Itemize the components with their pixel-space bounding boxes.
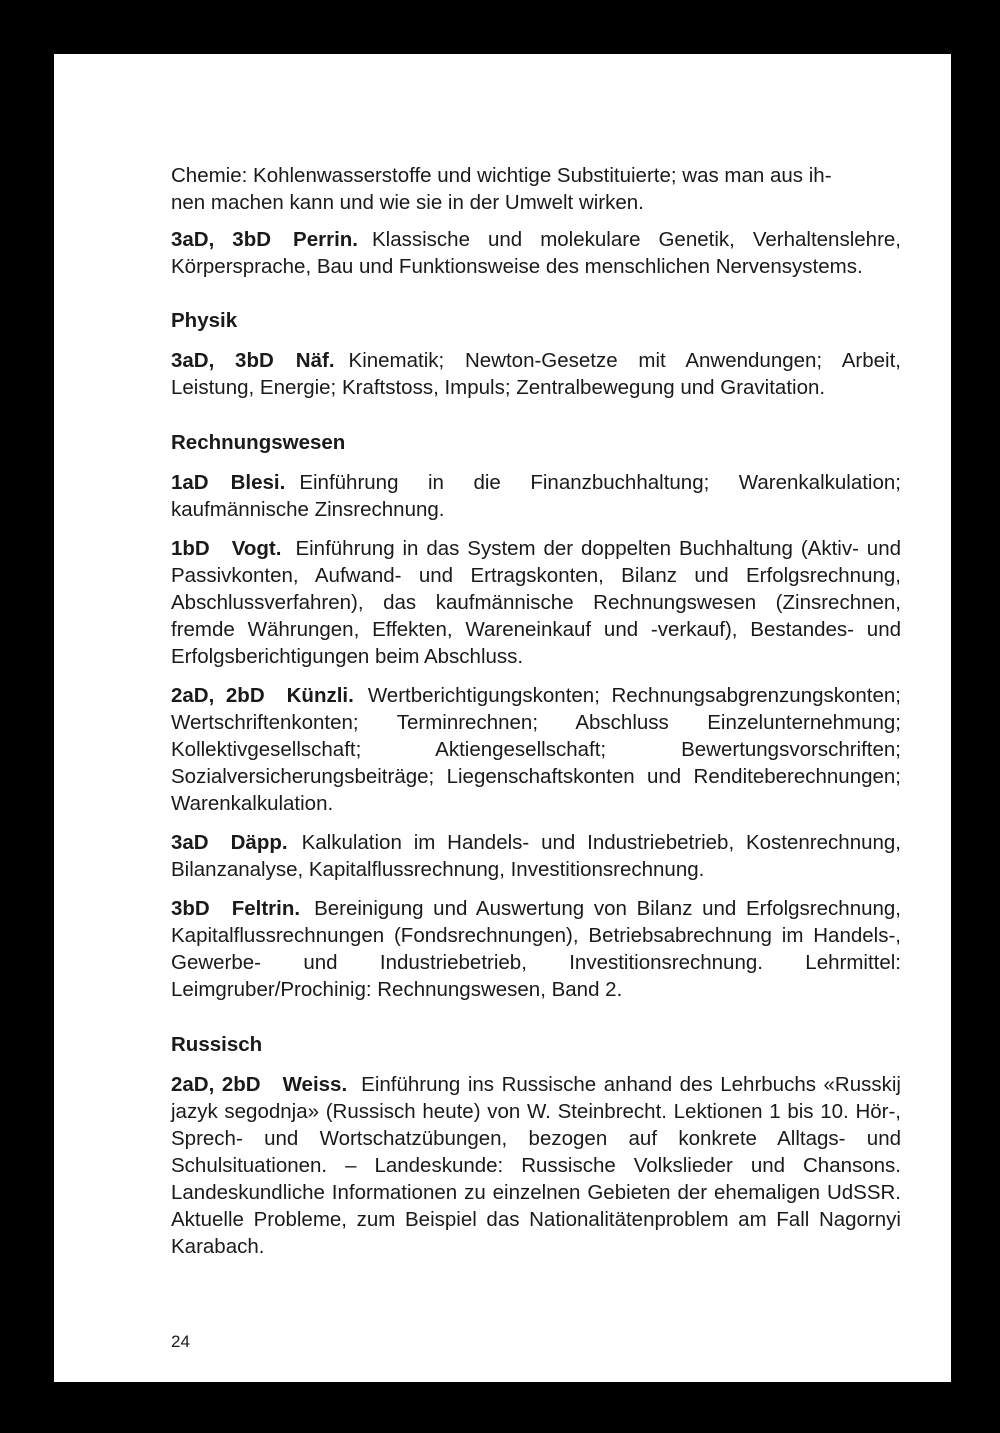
entry-text: Einführung in die Finanzbuchhaltung; Warenkalkulation; kaufmännische Zinsrechnung. [171, 471, 901, 521]
entry-teacher: Näf. [295, 349, 335, 372]
rechnungswesen-entry-1 [171, 469, 901, 523]
section-heading-russisch: Russisch [171, 1033, 263, 1056]
entry-text: Wertberichtigungskonten; Rechnungsabgrenzungskonten; Wertschriftenkonten; Terminrechnen; Abschluss Einzelunternehmung; Kollektivgesellschaft; Aktiengesellschaft; Bewertungsvorschriften; Sozialversicherungsbeiträge; Liegenschaftskonten und Renditeberechnungen; Warenkalkulation. [171, 684, 901, 815]
entry-teacher: Weiss. [282, 1073, 348, 1096]
page-content [171, 162, 901, 1272]
entry-classes: 3bD [171, 897, 210, 920]
rechnungswesen-entry-5 [171, 895, 901, 1003]
entry-text: Klassische und molekulare Genetik, Verhaltenslehre, Körpersprache, Bau und Funktionsweise des menschlichen Nervensystems. [171, 228, 901, 278]
russisch-entry-1 [171, 1071, 901, 1260]
rechnungswesen-entry-2 [171, 535, 901, 670]
entry-teacher: Künzli. [286, 684, 354, 707]
physik-entry-1 [171, 347, 901, 401]
entry-text: Einführung in das System der doppelten Buchhaltung (Aktiv- und Passivkonten, Aufwand- und Ertragskonten, Bilanz und Erfolgsrechnung, Abschlussverfahren), das kaufmännische Rechnungswesen (Zinsrechnen, fremde Währungen, Effekten, Wareneinkauf und -verkauf), Bestandes- und Erfolgsberichtigungen beim Abschluss. [171, 537, 901, 668]
entry-teacher: Perrin. [293, 228, 358, 251]
rechnungswesen-entry-3 [171, 682, 901, 817]
entry-text: Kinematik; Newton-Gesetze mit Anwendungen; Arbeit, Leistung, Energie; Kraftstoss, Impuls; Zentralbewegung und Gravitation. [171, 349, 901, 399]
entry-teacher: Vogt. [231, 537, 282, 560]
section-heading-physik: Physik [171, 309, 238, 332]
biology-entry [171, 226, 901, 280]
entry-classes: 3aD [171, 831, 209, 854]
intro-line-1: Chemie: Kohlenwasserstoffe und wichtige Substituierte; was man aus ih- [171, 164, 832, 187]
intro-paragraph [171, 162, 901, 216]
entry-classes: 1bD [171, 537, 210, 560]
entry-classes: 2aD, 2bD [171, 684, 265, 707]
rechnungswesen-entry-4 [171, 829, 901, 883]
intro-line-2: nen machen kann und wie sie in der Umwelt wirken. [171, 191, 644, 214]
entry-teacher: Feltrin. [231, 897, 301, 920]
entry-text: Einführung ins Russische anhand des Lehrbuchs «Russkij jazyk segodnja» (Russisch heute) von W. Steinbrecht. Lektionen 1 bis 10. Hör-, Sprech- und Wortschatzübungen, bezogen auf konkrete Alltags- und Schulsituationen. – Landeskunde: Russische Volkslieder und Chansons. Landeskundliche Informationen zu einzelnen Gebieten der ehemaligen UdSSR. Aktuelle Probleme, zum Beispiel das Nationalitätenproblem am Fall Nagornyi Karabach. [171, 1073, 901, 1258]
entry-classes: 3aD, 3bD [171, 228, 272, 251]
document-page [54, 54, 951, 1382]
entry-text: Bereinigung und Auswertung von Bilanz und Erfolgsrechnung, Kapitalflussrechnungen (Fondsrechnungen), Betriebsabrechnung im Handels-, Gewerbe- und Industriebetrieb, Investitionsrechnung. Lehrmittel: Leimgruber/Prochinig: Rechnungswesen, Band 2. [171, 897, 901, 1001]
entry-classes: 2aD, 2bD [171, 1073, 261, 1096]
entry-teacher: Blesi. [230, 471, 286, 494]
entry-classes: 3aD, 3bD [171, 349, 274, 372]
entry-teacher: Däpp. [230, 831, 288, 854]
section-heading-rechnungswesen: Rechnungswesen [171, 431, 346, 454]
entry-text: Kalkulation im Handels- und Industriebetrieb, Kostenrechnung, Bilanzanalyse, Kapitalflussrechnung, Investitionsrechnung. [171, 831, 901, 881]
page-number: 24 [171, 1332, 190, 1351]
entry-classes: 1aD [171, 471, 209, 494]
